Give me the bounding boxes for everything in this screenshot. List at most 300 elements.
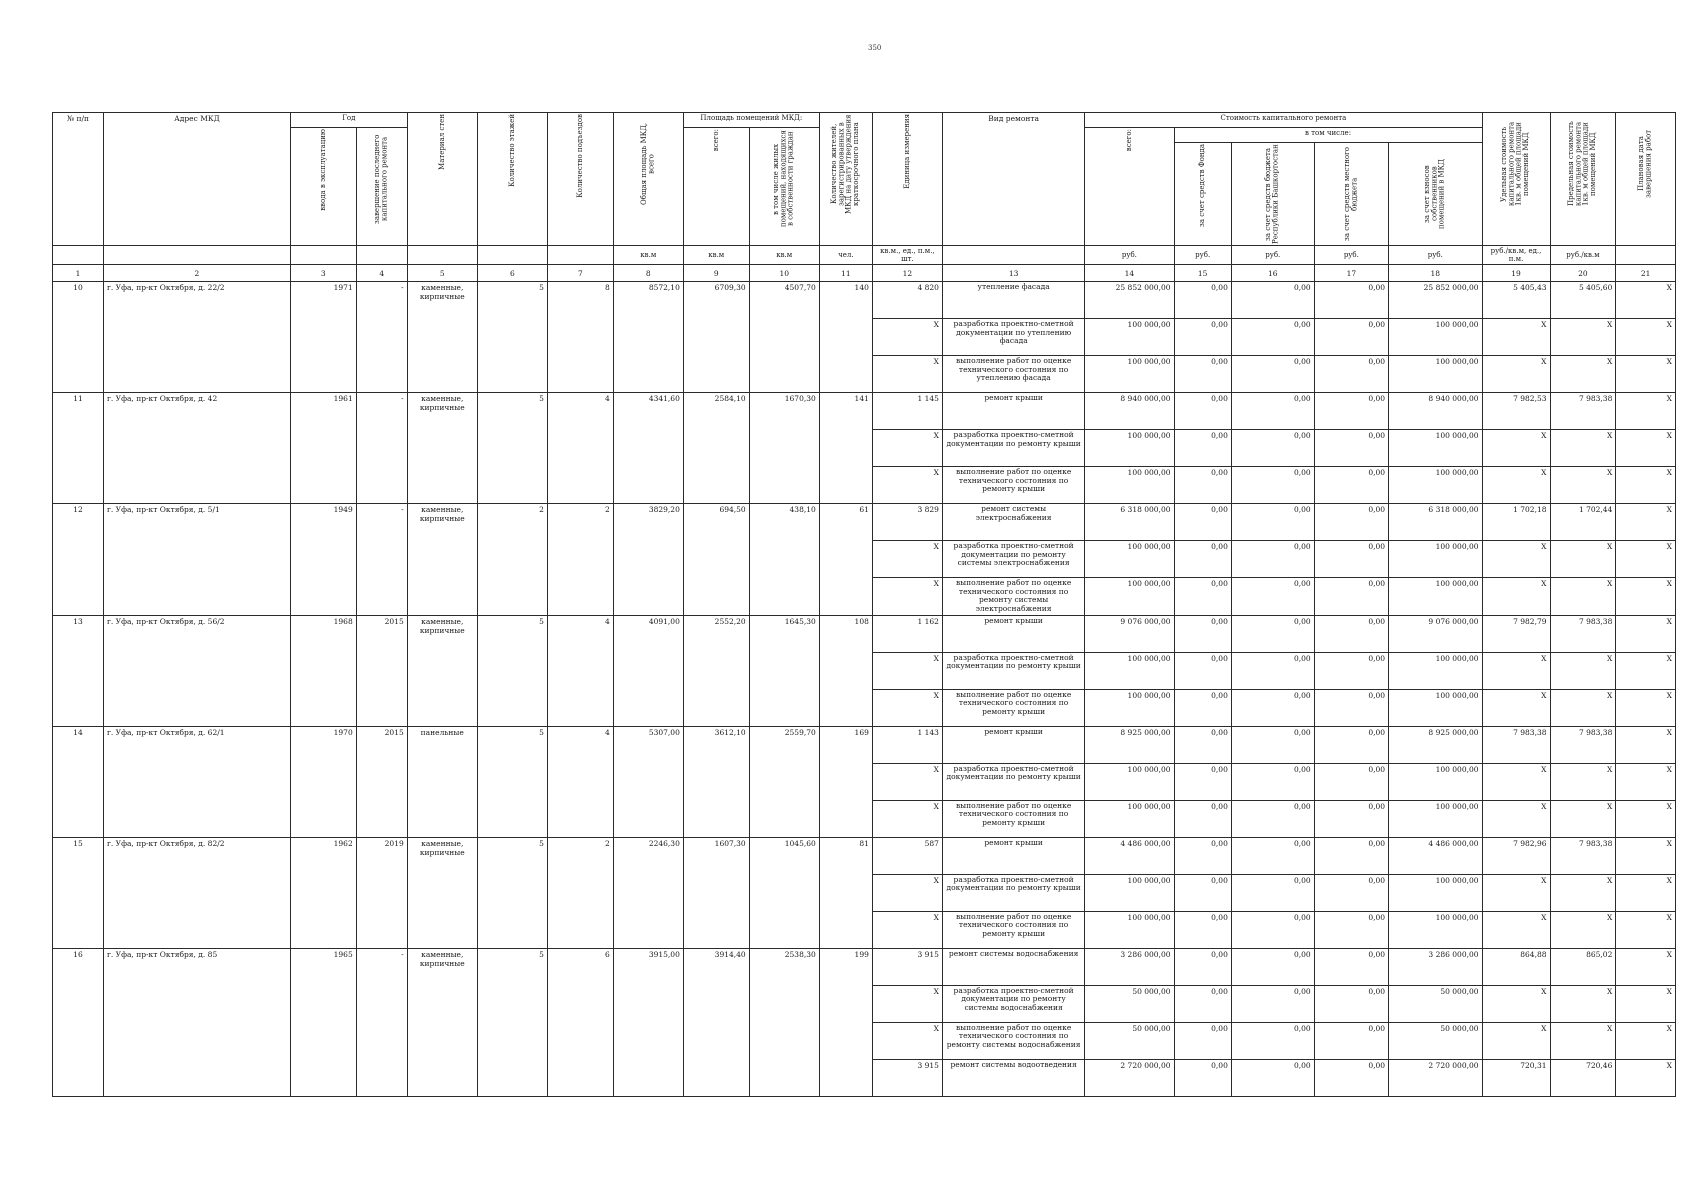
premises-area-cell: 694,50 (683, 504, 749, 616)
cost-owners-cell: 25 852 000,00 (1389, 282, 1483, 319)
address-cell: г. Уфа, пр-кт Октября, д. 82/2 (103, 837, 290, 948)
cost-owners-cell: 100 000,00 (1389, 800, 1483, 837)
table-row (53, 282, 1676, 319)
header-unit-cost: Удельная стоимость капитального ремонта 1кв. м общей площади помещений МКД (1482, 113, 1550, 246)
cost-local-cell: 0,00 (1314, 282, 1388, 319)
max-cost-cell: X (1550, 319, 1616, 356)
cost-local-cell: 0,00 (1314, 985, 1388, 1022)
living-area-cell: 1645,30 (749, 615, 819, 726)
planned-date-cell: X (1616, 356, 1676, 393)
column-number-cell: 2 (103, 265, 290, 282)
cost-owners-cell: 100 000,00 (1389, 319, 1483, 356)
year-last-repair-cell: 2019 (356, 837, 407, 948)
entrances-cell: 6 (547, 948, 613, 1096)
cost-local-cell: 0,00 (1314, 467, 1388, 504)
unit-cost-cell: X (1482, 800, 1550, 837)
cost-fund-cell: 0,00 (1174, 726, 1231, 763)
unit-value-cell: 4 820 (872, 282, 942, 319)
cost-republic-cell: 0,00 (1231, 948, 1314, 985)
header-year-commission: ввода в эксплуатацию (290, 128, 356, 246)
cost-owners-cell: 100 000,00 (1389, 541, 1483, 578)
row-number: 15 (53, 837, 104, 948)
year-last-repair-cell: - (356, 504, 407, 616)
total-area-cell: 3829,20 (613, 504, 683, 616)
unit-cost-cell: X (1482, 430, 1550, 467)
cost-local-cell: 0,00 (1314, 763, 1388, 800)
work-type-cell: выполнение работ по оценке технического состояния по ремонту крыши (942, 911, 1084, 948)
year-commission-cell: 1962 (290, 837, 356, 948)
cost-fund-cell: 0,00 (1174, 393, 1231, 430)
cost-fund-cell: 0,00 (1174, 948, 1231, 985)
cost-republic-cell: 0,00 (1231, 874, 1314, 911)
header-cost-local: за счет средств местного бюджета (1314, 143, 1388, 246)
capital-repair-table (52, 112, 1676, 1097)
unit-value-cell: X (872, 911, 942, 948)
year-last-repair-cell: - (356, 948, 407, 1096)
header-entrances: Количество подъездов (547, 113, 613, 246)
unit-cost-cell: 7 982,96 (1482, 837, 1550, 874)
address-cell: г. Уфа, пр-кт Октября, д. 62/1 (103, 726, 290, 837)
planned-date-cell: X (1616, 1059, 1676, 1096)
cost-fund-cell: 0,00 (1174, 430, 1231, 467)
cost-fund-cell: 0,00 (1174, 837, 1231, 874)
unit-cell: руб. (1085, 246, 1174, 265)
column-number-cell: 1 (53, 265, 104, 282)
wall-material-cell: каменные, кирпичные (407, 837, 477, 948)
cost-local-cell: 0,00 (1314, 800, 1388, 837)
unit-cell: кв.м (613, 246, 683, 265)
cost-owners-cell: 100 000,00 (1389, 467, 1483, 504)
wall-material-cell: каменные, кирпичные (407, 282, 477, 393)
cost-owners-cell: 50 000,00 (1389, 985, 1483, 1022)
unit-cost-cell: 1 702,18 (1482, 504, 1550, 541)
unit-cost-cell: 720,31 (1482, 1059, 1550, 1096)
work-type-cell: выполнение работ по оценке технического состояния по ремонту крыши (942, 689, 1084, 726)
max-cost-cell: X (1550, 763, 1616, 800)
work-type-cell: выполнение работ по оценке технического состояния по ремонту системы водоснабжения (942, 1022, 1084, 1059)
planned-date-cell: X (1616, 689, 1676, 726)
cost-republic-cell: 0,00 (1231, 763, 1314, 800)
unit-cell (547, 246, 613, 265)
unit-cost-cell: X (1482, 467, 1550, 504)
max-cost-cell: X (1550, 467, 1616, 504)
work-type-cell: выполнение работ по оценке технического состояния по утеплению фасада (942, 356, 1084, 393)
header-year-last-repair: завершение последнего капитального ремонта (356, 128, 407, 246)
cost-owners-cell: 100 000,00 (1389, 763, 1483, 800)
floors-cell: 5 (477, 948, 547, 1096)
row-number: 11 (53, 393, 104, 504)
premises-area-cell: 3612,10 (683, 726, 749, 837)
premises-area-cell: 1607,30 (683, 837, 749, 948)
unit-cost-cell: X (1482, 985, 1550, 1022)
unit-value-cell: X (872, 874, 942, 911)
unit-value-cell: X (872, 985, 942, 1022)
planned-date-cell: X (1616, 541, 1676, 578)
cost-owners-cell: 100 000,00 (1389, 874, 1483, 911)
cost-local-cell: 0,00 (1314, 874, 1388, 911)
cost-owners-cell: 100 000,00 (1389, 652, 1483, 689)
cost-local-cell: 0,00 (1314, 356, 1388, 393)
header-premises-group: Площадь помещений МКД: (683, 113, 819, 128)
unit-cell: руб./кв.м (1550, 246, 1616, 265)
cost-republic-cell: 0,00 (1231, 1022, 1314, 1059)
header-floors: Количество этажей (477, 113, 547, 246)
cost-fund-cell: 0,00 (1174, 874, 1231, 911)
unit-cell: кв.м., ед., п.м., шт. (872, 246, 942, 265)
cost-total-cell: 100 000,00 (1085, 652, 1174, 689)
page-number: 350 (868, 44, 882, 52)
cost-total-cell: 50 000,00 (1085, 1022, 1174, 1059)
cost-local-cell: 0,00 (1314, 541, 1388, 578)
column-number-cell: 11 (819, 265, 872, 282)
header-cost-fund: за счет средств Фонда (1174, 143, 1231, 246)
unit-value-cell: X (872, 652, 942, 689)
address-cell: г. Уфа, пр-кт Октября, д. 5/1 (103, 504, 290, 616)
floors-cell: 2 (477, 504, 547, 616)
unit-cost-cell: X (1482, 763, 1550, 800)
cost-republic-cell: 0,00 (1231, 1059, 1314, 1096)
living-area-cell: 438,10 (749, 504, 819, 616)
header-address: Адрес МКД (103, 113, 290, 246)
cost-owners-cell: 6 318 000,00 (1389, 504, 1483, 541)
cost-owners-cell: 2 720 000,00 (1389, 1059, 1483, 1096)
cost-owners-cell: 9 076 000,00 (1389, 615, 1483, 652)
cost-fund-cell: 0,00 (1174, 282, 1231, 319)
unit-cell: руб./кв.м, ед., п.м. (1482, 246, 1550, 265)
cost-owners-cell: 8 940 000,00 (1389, 393, 1483, 430)
cost-republic-cell: 0,00 (1231, 356, 1314, 393)
work-type-cell: разработка проектно-сметной документации по ремонту крыши (942, 874, 1084, 911)
header-year-group: Год (290, 113, 407, 128)
unit-value-cell: 587 (872, 837, 942, 874)
wall-material-cell: каменные, кирпичные (407, 948, 477, 1096)
unit-cell (103, 246, 290, 265)
cost-fund-cell: 0,00 (1174, 356, 1231, 393)
table-row (53, 726, 1676, 763)
cost-total-cell: 4 486 000,00 (1085, 837, 1174, 874)
work-type-cell: разработка проектно-сметной документации по ремонту крыши (942, 430, 1084, 467)
column-number-cell: 18 (1389, 265, 1483, 282)
column-number-cell: 4 (356, 265, 407, 282)
max-cost-cell: 7 983,38 (1550, 393, 1616, 430)
header-cost-republic: за счет средств бюджета Республики Башкортостан (1231, 143, 1314, 246)
total-area-cell: 8572,10 (613, 282, 683, 393)
column-number-cell: 12 (872, 265, 942, 282)
unit-cost-cell: X (1482, 689, 1550, 726)
cost-fund-cell: 0,00 (1174, 615, 1231, 652)
cost-republic-cell: 0,00 (1231, 430, 1314, 467)
address-cell: г. Уфа, пр-кт Октября, д. 56/2 (103, 615, 290, 726)
unit-value-cell: X (872, 689, 942, 726)
header-unit: Единица измерения (872, 113, 942, 246)
row-number: 12 (53, 504, 104, 616)
unit-value-cell: X (872, 356, 942, 393)
total-area-cell: 3915,00 (613, 948, 683, 1096)
max-cost-cell: X (1550, 985, 1616, 1022)
planned-date-cell: X (1616, 393, 1676, 430)
living-area-cell: 2559,70 (749, 726, 819, 837)
cost-total-cell: 100 000,00 (1085, 689, 1174, 726)
total-area-cell: 2246,30 (613, 837, 683, 948)
table-header (53, 113, 1676, 282)
cost-total-cell: 100 000,00 (1085, 874, 1174, 911)
work-type-cell: разработка проектно-сметной документации по ремонту системы электроснабжения (942, 541, 1084, 578)
residents-cell: 199 (819, 948, 872, 1096)
unit-value-cell: 3 915 (872, 1059, 942, 1096)
floors-cell: 5 (477, 393, 547, 504)
cost-republic-cell: 0,00 (1231, 319, 1314, 356)
cost-fund-cell: 0,00 (1174, 319, 1231, 356)
planned-date-cell: X (1616, 763, 1676, 800)
max-cost-cell: X (1550, 652, 1616, 689)
cost-total-cell: 100 000,00 (1085, 763, 1174, 800)
cost-total-cell: 100 000,00 (1085, 911, 1174, 948)
unit-cost-cell: X (1482, 652, 1550, 689)
unit-cost-cell: 7 983,38 (1482, 726, 1550, 763)
max-cost-cell: 5 405,60 (1550, 282, 1616, 319)
total-area-cell: 4341,60 (613, 393, 683, 504)
row-number: 13 (53, 615, 104, 726)
max-cost-cell: 7 983,38 (1550, 726, 1616, 763)
cost-total-cell: 9 076 000,00 (1085, 615, 1174, 652)
header-premises-total: всего: (683, 128, 749, 246)
cost-fund-cell: 0,00 (1174, 800, 1231, 837)
unit-cost-cell: 7 982,53 (1482, 393, 1550, 430)
unit-cost-cell: X (1482, 1022, 1550, 1059)
max-cost-cell: 7 983,38 (1550, 615, 1616, 652)
cost-republic-cell: 0,00 (1231, 282, 1314, 319)
max-cost-cell: 1 702,44 (1550, 504, 1616, 541)
cost-owners-cell: 100 000,00 (1389, 578, 1483, 616)
residents-cell: 140 (819, 282, 872, 393)
cost-local-cell: 0,00 (1314, 393, 1388, 430)
unit-cost-cell: 864,88 (1482, 948, 1550, 985)
total-area-cell: 4091,00 (613, 615, 683, 726)
unit-cost-cell: 7 982,79 (1482, 615, 1550, 652)
unit-value-cell: X (872, 319, 942, 356)
max-cost-cell: 7 983,38 (1550, 837, 1616, 874)
unit-value-cell: 1 145 (872, 393, 942, 430)
premises-area-cell: 2584,10 (683, 393, 749, 504)
unit-value-cell: 1 143 (872, 726, 942, 763)
unit-value-cell: 3 915 (872, 948, 942, 985)
planned-date-cell: X (1616, 615, 1676, 652)
entrances-cell: 8 (547, 282, 613, 393)
entrances-cell: 4 (547, 726, 613, 837)
entrances-cell: 2 (547, 504, 613, 616)
cost-local-cell: 0,00 (1314, 504, 1388, 541)
cost-total-cell: 100 000,00 (1085, 541, 1174, 578)
column-number-cell: 8 (613, 265, 683, 282)
column-number-cell: 9 (683, 265, 749, 282)
wall-material-cell: каменные, кирпичные (407, 504, 477, 616)
year-last-repair-cell: - (356, 282, 407, 393)
max-cost-cell: X (1550, 689, 1616, 726)
cost-total-cell: 100 000,00 (1085, 430, 1174, 467)
work-type-cell: ремонт крыши (942, 837, 1084, 874)
cost-republic-cell: 0,00 (1231, 985, 1314, 1022)
unit-cell (942, 246, 1084, 265)
premises-area-cell: 3914,40 (683, 948, 749, 1096)
unit-value-cell: X (872, 1022, 942, 1059)
planned-date-cell: X (1616, 319, 1676, 356)
premises-area-cell: 2552,20 (683, 615, 749, 726)
column-number-cell: 10 (749, 265, 819, 282)
unit-value-cell: 1 162 (872, 615, 942, 652)
cost-local-cell: 0,00 (1314, 615, 1388, 652)
entrances-cell: 4 (547, 615, 613, 726)
table-row (53, 948, 1676, 985)
year-last-repair-cell: 2015 (356, 615, 407, 726)
cost-total-cell: 100 000,00 (1085, 356, 1174, 393)
cost-owners-cell: 8 925 000,00 (1389, 726, 1483, 763)
living-area-cell: 1670,30 (749, 393, 819, 504)
cost-total-cell: 25 852 000,00 (1085, 282, 1174, 319)
cost-total-cell: 3 286 000,00 (1085, 948, 1174, 985)
address-cell: г. Уфа, пр-кт Октября, д. 85 (103, 948, 290, 1096)
cost-total-cell: 8 940 000,00 (1085, 393, 1174, 430)
unit-value-cell: X (872, 763, 942, 800)
max-cost-cell: X (1550, 430, 1616, 467)
row-number: 14 (53, 726, 104, 837)
work-type-cell: ремонт крыши (942, 393, 1084, 430)
cost-republic-cell: 0,00 (1231, 911, 1314, 948)
cost-total-cell: 100 000,00 (1085, 319, 1174, 356)
unit-cell: руб. (1231, 246, 1314, 265)
cost-total-cell: 6 318 000,00 (1085, 504, 1174, 541)
unit-cost-cell: X (1482, 874, 1550, 911)
premises-area-cell: 6709,30 (683, 282, 749, 393)
cost-republic-cell: 0,00 (1231, 504, 1314, 541)
residents-cell: 169 (819, 726, 872, 837)
header-max-cost: Предельная стоимость капитального ремонта 1кв. м общей площади помещений МКД (1550, 113, 1616, 246)
planned-date-cell: X (1616, 652, 1676, 689)
entrances-cell: 2 (547, 837, 613, 948)
cost-owners-cell: 4 486 000,00 (1389, 837, 1483, 874)
cost-fund-cell: 0,00 (1174, 541, 1231, 578)
year-commission-cell: 1965 (290, 948, 356, 1096)
cost-local-cell: 0,00 (1314, 319, 1388, 356)
unit-value-cell: 3 829 (872, 504, 942, 541)
cost-fund-cell: 0,00 (1174, 578, 1231, 616)
max-cost-cell: 865,02 (1550, 948, 1616, 985)
planned-date-cell: X (1616, 837, 1676, 874)
cost-local-cell: 0,00 (1314, 1022, 1388, 1059)
column-number-cell: 21 (1616, 265, 1676, 282)
unit-value-cell: X (872, 430, 942, 467)
unit-cost-cell: X (1482, 319, 1550, 356)
cost-republic-cell: 0,00 (1231, 652, 1314, 689)
cost-local-cell: 0,00 (1314, 430, 1388, 467)
unit-cell: чел. (819, 246, 872, 265)
planned-date-cell: X (1616, 800, 1676, 837)
unit-cell: руб. (1174, 246, 1231, 265)
max-cost-cell: X (1550, 541, 1616, 578)
cost-local-cell: 0,00 (1314, 578, 1388, 616)
header-planned-date: Плановая дата завершения работ (1616, 113, 1676, 246)
column-number-cell: 7 (547, 265, 613, 282)
column-number-cell: 5 (407, 265, 477, 282)
column-number-cell: 13 (942, 265, 1084, 282)
year-last-repair-cell: 2015 (356, 726, 407, 837)
wall-material-cell: каменные, кирпичные (407, 615, 477, 726)
work-type-cell: выполнение работ по оценке технического состояния по ремонту системы электроснабжения (942, 578, 1084, 616)
work-type-cell: выполнение работ по оценке технического состояния по ремонту крыши (942, 800, 1084, 837)
unit-cost-cell: X (1482, 911, 1550, 948)
header-including: в том числе: (1174, 128, 1482, 143)
planned-date-cell: X (1616, 726, 1676, 763)
work-type-cell: разработка проектно-сметной документации по ремонту крыши (942, 652, 1084, 689)
living-area-cell: 1045,60 (749, 837, 819, 948)
planned-date-cell: X (1616, 504, 1676, 541)
cost-fund-cell: 0,00 (1174, 1059, 1231, 1096)
unit-cost-cell: X (1482, 541, 1550, 578)
residents-cell: 108 (819, 615, 872, 726)
cost-republic-cell: 0,00 (1231, 578, 1314, 616)
cost-owners-cell: 50 000,00 (1389, 1022, 1483, 1059)
column-number-cell: 3 (290, 265, 356, 282)
planned-date-cell: X (1616, 1022, 1676, 1059)
max-cost-cell: X (1550, 874, 1616, 911)
unit-value-cell: X (872, 467, 942, 504)
table-row (53, 393, 1676, 430)
unit-cell (53, 246, 104, 265)
cost-local-cell: 0,00 (1314, 948, 1388, 985)
planned-date-cell: X (1616, 948, 1676, 985)
work-type-cell: ремонт системы водоотведения (942, 1059, 1084, 1096)
unit-value-cell: X (872, 578, 942, 616)
unit-value-cell: X (872, 800, 942, 837)
work-type-cell: утепление фасада (942, 282, 1084, 319)
cost-local-cell: 0,00 (1314, 911, 1388, 948)
header-cost-group: Стоимость капитального ремонта (1085, 113, 1482, 128)
column-number-cell: 14 (1085, 265, 1174, 282)
unit-value-cell: X (872, 541, 942, 578)
table-body (53, 282, 1676, 1097)
residents-cell: 61 (819, 504, 872, 616)
planned-date-cell: X (1616, 985, 1676, 1022)
column-number-cell: 17 (1314, 265, 1388, 282)
planned-date-cell: X (1616, 874, 1676, 911)
cost-local-cell: 0,00 (1314, 837, 1388, 874)
year-commission-cell: 1961 (290, 393, 356, 504)
column-numbers-row (53, 265, 1676, 282)
cost-republic-cell: 0,00 (1231, 800, 1314, 837)
work-type-cell: ремонт крыши (942, 615, 1084, 652)
header-num: № п/п (53, 113, 104, 246)
floors-cell: 5 (477, 726, 547, 837)
cost-republic-cell: 0,00 (1231, 393, 1314, 430)
cost-total-cell: 100 000,00 (1085, 800, 1174, 837)
planned-date-cell: X (1616, 430, 1676, 467)
cost-republic-cell: 0,00 (1231, 689, 1314, 726)
header-total-area: Общая площадь МКД, всего (613, 113, 683, 246)
column-number-cell: 19 (1482, 265, 1550, 282)
cost-total-cell: 100 000,00 (1085, 467, 1174, 504)
cost-fund-cell: 0,00 (1174, 985, 1231, 1022)
total-area-cell: 5307,00 (613, 726, 683, 837)
cost-owners-cell: 100 000,00 (1389, 689, 1483, 726)
cost-fund-cell: 0,00 (1174, 467, 1231, 504)
work-type-cell: ремонт системы водоснабжения (942, 948, 1084, 985)
cost-local-cell: 0,00 (1314, 1059, 1388, 1096)
planned-date-cell: X (1616, 282, 1676, 319)
max-cost-cell: 720,46 (1550, 1059, 1616, 1096)
unit-cell: руб. (1389, 246, 1483, 265)
row-number: 10 (53, 282, 104, 393)
max-cost-cell: X (1550, 356, 1616, 393)
cost-republic-cell: 0,00 (1231, 615, 1314, 652)
